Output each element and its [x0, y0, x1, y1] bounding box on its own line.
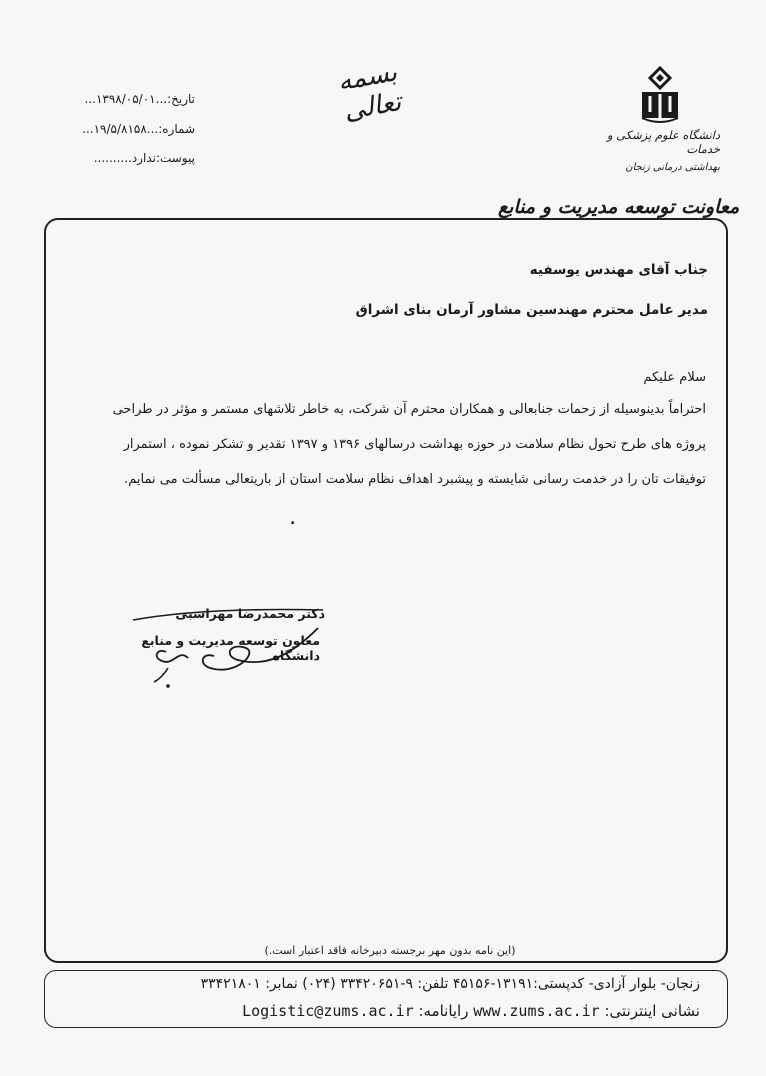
website-link[interactable]: www.zums.ac.ir	[473, 1002, 600, 1020]
web-label: نشانی اینترنتی:	[604, 1002, 700, 1020]
attachment-line: پیوست:ندارد..........	[93, 151, 195, 165]
recipient-name: جناب آقای مهندس یوسفیه	[529, 262, 708, 278]
validity-note: (این نامه بدون مهر برجسته دبیرخانه فاقد اعتبار است.)	[264, 944, 516, 957]
footer-web-line	[242, 1002, 700, 1020]
separator-dot: .	[290, 512, 296, 528]
footer-address: زنجان- بلوار آزادی- کدپستی:۱۳۱۹۱-۴۵۱۵۶ تلفن: ۹-۳۳۴۲۰۶۵۱ (۰۲۴) نمابر: ۳۳۴۲۱۸۰۱	[200, 976, 700, 992]
signer-title: معاون توسعه مدیریت و منابع دانشگاه	[141, 633, 320, 663]
body-line-2: پروژه های طرح تحول نظام سلامت در حوزه بهداشت درسالهای ۱۳۹۶ و ۱۳۹۷ تقدیر و تشکر نموده ، استمرار	[123, 437, 706, 452]
number-line: شماره:...۱۹/۵/۸۱۵۸...	[82, 122, 195, 136]
letter-frame	[44, 218, 728, 963]
email-label: رایانامه:	[418, 1002, 469, 1020]
date-line: تاریخ:...۱۳۹۸/۰۵/۰۱...	[84, 92, 195, 106]
email-link[interactable]: Logistic@zums.ac.ir	[242, 1002, 414, 1020]
recipient-title: مدیر عامل محترم مهندسین مشاور آرمان بنای اشراق	[355, 302, 708, 318]
invocation-text: بسمه تعالی	[335, 57, 404, 127]
university-name: دانشگاه علوم پزشکی و خدمات	[606, 128, 720, 156]
greeting: سلام علیکم	[643, 370, 706, 385]
body-line-3: توفیقات تان را در خدمت رسانی شایسته و پیشبرد اهداف نظام سلامت استان از باریتعالی مسألت می نمایم.	[124, 472, 706, 487]
department-title: معاونت توسعه مدیریت و منابع	[488, 196, 749, 218]
signer-name: دکتر محمدرضا مهراسبی	[175, 606, 325, 621]
body-line-1: احتراماً بدینوسیله از زحمات جنابعالی و همکاران محترم آن شرکت، به خاطر تلاشهای مستمر و مؤثر در طراحی	[112, 402, 706, 417]
university-subtitle: بهداشتی درمانی زنجان	[625, 162, 720, 173]
university-logo-icon	[636, 66, 684, 126]
